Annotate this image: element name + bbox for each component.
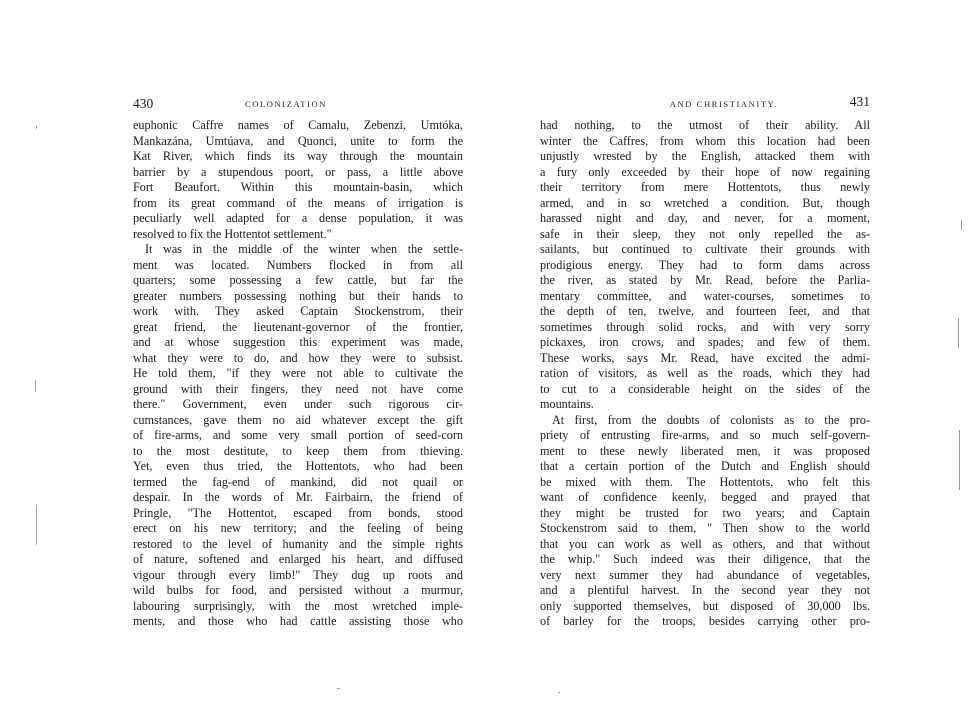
text-line: Fort Beaufort. Within this mountain-basin, which — [133, 180, 463, 194]
right-running-title: AND CHRISTIANITY. — [669, 99, 778, 109]
text-line: and a plentiful harvest. In the second year they not — [540, 583, 870, 597]
text-line: of fire-arms, and some very small portion of seed-corn — [133, 428, 463, 442]
text-line: the depth of ten, twelve, and fourteen feet, and that — [540, 304, 870, 318]
scan-mark — [35, 380, 36, 392]
text-line: the river, as stated by Mr. Read, before the Parlia- — [540, 273, 870, 287]
text-line: great friend, the lieutenant-governor of the frontier, — [133, 319, 463, 334]
text-line: priety of entrusting fire-arms, and so much self-govern- — [540, 428, 870, 442]
text-line: the whip." Such indeed was their diligence, that the — [540, 552, 870, 566]
scan-mark — [558, 692, 560, 693]
text-line: erect on his new territory; and the feeling of being — [133, 521, 463, 535]
text-line: winter the Caffres, from whom this location had been — [540, 133, 870, 148]
text-line: mentary committee, and water-courses, sometimes to — [540, 288, 870, 303]
text-line: termed the fag-end of mankind, did not quail or — [133, 474, 463, 489]
text-line: that you can work as well as others, and that without — [540, 536, 870, 551]
text-line: of nature, softened and enlarged his heart, and diffused — [133, 552, 463, 566]
scan-mark — [961, 220, 962, 230]
text-line: labouring surprisingly, with the most wretched imple- — [133, 598, 463, 613]
text-line: greater numbers possessing nothing but their hands to — [133, 288, 463, 303]
text-line: be mixed with them. The Hottentots, who felt this — [540, 474, 870, 489]
text-line: that a certain portion of the Dutch and English should — [540, 459, 870, 473]
scan-mark — [36, 126, 37, 129]
text-line: want of confidence keenly, begged and prayed that — [540, 490, 870, 504]
scan-mark — [959, 430, 960, 490]
text-line: harassed night and day, and never, for a moment, — [540, 211, 870, 225]
left-running-title: COLONIZATION — [245, 99, 327, 109]
text-line: barrier by a stupendous poort, or pass, a little above — [133, 164, 463, 179]
text-line: ment to these newly liberated men, it was proposed — [540, 443, 870, 458]
text-line: very next summer they had abundance of vegetables, — [540, 567, 870, 582]
right-page-text — [540, 118, 870, 630]
text-line: their territory from mere Hottentots, thus newly — [540, 180, 870, 194]
text-line: there." Government, even under such rigorous cir- — [133, 397, 463, 411]
text-line: ment was located. Numbers flocked in from all — [133, 257, 463, 272]
right-page — [490, 0, 980, 721]
text-line: sometimes through solid rocks, and with very sorry — [540, 319, 870, 334]
text-line: vigour through every limb!" They dug up roots and — [133, 567, 463, 582]
text-line: restored to the level of humanity and the simple rights — [133, 536, 463, 551]
text-line: unjustly wrested by the English, attacked them with — [540, 149, 870, 163]
text-line: armed, and in so wretched a condition. But, though — [540, 195, 870, 210]
text-line: they might be trusted for two years; and Captain — [540, 505, 870, 520]
text-line: cumstances, gave them no aid whatever except the gift — [133, 412, 463, 427]
scan-mark — [36, 505, 37, 545]
left-page-text — [133, 118, 463, 630]
right-page-number: 431 — [849, 94, 870, 109]
text-line: It was in the middle of the winter when the settle- — [145, 242, 463, 256]
text-line: Yet, even thus tried, the Hottentots, who had been — [133, 459, 463, 473]
text-line: and at whose suggestion this experiment was made, — [133, 335, 463, 349]
text-line: Stockenstrom said to them, " Then show to the world — [540, 521, 870, 535]
text-line: ments, and those who had cattle assisting those who — [133, 614, 463, 628]
text-line: Mankazána, Umtúava, and Quonci, unite to form the — [133, 133, 463, 148]
text-line: from its great command of the means of irrigation is — [133, 195, 463, 210]
text-line: prodigious energy. They had to form dams across — [540, 257, 870, 272]
text-line: pickaxes, iron crows, and spades; and few of them. — [540, 335, 870, 349]
text-line: despair. In the words of Mr. Fairbairn, the friend of — [133, 490, 463, 504]
text-line: At first, from the doubts of colonists as to the pro- — [552, 412, 870, 427]
text-line: Pringle, "The Hottentot, escaped from bonds, stood — [133, 505, 463, 520]
text-line: These works, says Mr. Read, have excited the admi- — [540, 350, 870, 365]
text-line: Kat River, which finds its way through the mountain — [133, 149, 463, 163]
text-line: only supported themselves, but disposed of 30,000 lbs. — [540, 598, 870, 613]
text-line: work with. They asked Captain Stockenstrom, their — [133, 304, 463, 318]
text-line: quarters; some possessing a few cattle, but far the — [133, 273, 463, 287]
right-running-head — [540, 96, 870, 112]
text-line: peculiarly well adapted for a dense population, it was — [133, 211, 463, 225]
scan-mark — [958, 318, 959, 348]
text-line: what they were to do, and how they were to subsist. — [133, 350, 463, 365]
text-line: sailants, but continued to cultivate their grounds with — [540, 242, 870, 256]
text-line: a fury only exceeded by their hope of now regaining — [540, 164, 870, 179]
left-page-number: 430 — [133, 96, 154, 111]
text-line: euphonic Caffre names of Camalu, Zebenzi, Umtóka, — [133, 118, 463, 132]
text-line: ground with their fingers, they need not have come — [133, 381, 463, 396]
text-line: had nothing, to the utmost of their ability. All — [540, 118, 870, 132]
text-line: resolved to fix the Hottentot settlement." — [133, 226, 332, 241]
text-line: mountains. — [540, 397, 594, 411]
text-line: He told them, "if they were not able to cultivate the — [133, 366, 463, 380]
text-line: safe in their sleep, they not only repelled the as- — [540, 226, 870, 241]
text-line: wild bulbs for food, and persisted without a murmur, — [133, 583, 463, 597]
text-line: to the most destitute, to keep them from thieving. — [133, 443, 463, 458]
scan-mark — [337, 688, 340, 689]
text-line: ration of visitors, as well as the roads, which they had — [540, 366, 870, 380]
left-running-head — [133, 96, 463, 112]
text-line: to cut to a considerable height on the sides of the — [540, 381, 870, 396]
text-line: of barley for the troops, besides carrying other pro- — [540, 614, 870, 628]
